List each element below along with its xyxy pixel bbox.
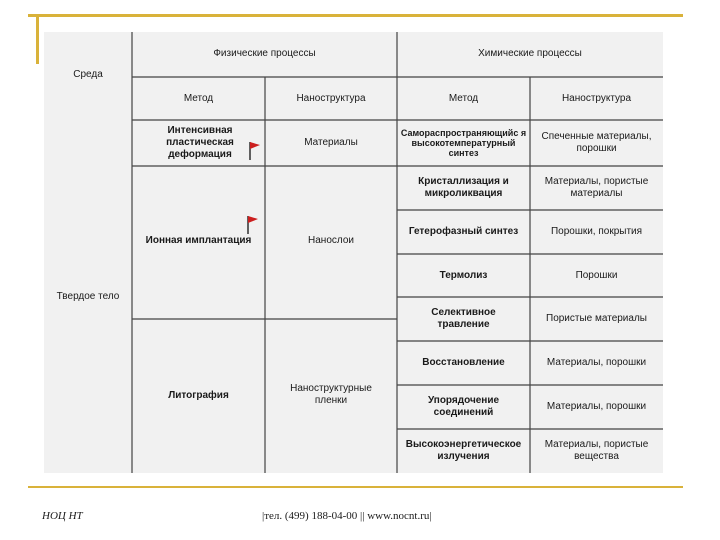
physical-nano-1: Материалы: [304, 137, 358, 148]
physical-nano-2: Нанослои: [308, 235, 354, 246]
chemical-nano-8: Материалы, пористые вещества: [544, 439, 649, 462]
chemical-method-2: Кристаллизация и микроликвация: [418, 176, 509, 199]
solid-body-label: Твердое тело: [56, 291, 120, 302]
physical-processes-header: Физические процессы: [213, 48, 316, 59]
chemical-method-1: Самораспространяющийс я высокотемпературный синтез: [400, 128, 527, 158]
physical-nanostructure-header: Наноструктура: [296, 92, 366, 104]
flag-icon: [247, 140, 261, 160]
chemical-nano-5: Пористые материалы: [546, 313, 647, 324]
physical-method-1: Интенсивная пластическая деформация: [166, 125, 234, 160]
flag-icon: [245, 214, 259, 234]
bottom-accent-line: [28, 486, 683, 488]
top-accent-line: [28, 14, 683, 17]
environment-label: Среда: [73, 69, 103, 80]
physical-method-header: Метод: [183, 92, 214, 104]
chemical-method-5: Селективное травление: [431, 307, 496, 330]
physical-nano-3: Наноструктурные пленки: [290, 383, 372, 406]
chemical-method-7: Упорядочение соединений: [427, 395, 500, 418]
physical-method-3: Литография: [168, 390, 229, 401]
left-accent-line: [36, 14, 39, 64]
chemical-method-6: Восстановление: [422, 357, 505, 368]
chemical-processes-header: Химические процессы: [478, 48, 582, 59]
chemical-nano-4: Порошки: [575, 269, 618, 281]
chemical-nano-6: Материалы, порошки: [546, 357, 647, 368]
chemical-method-8: Высокоэнергетическое излучения: [405, 439, 522, 462]
chemical-nano-3: Порошки, покрытия: [550, 226, 643, 237]
chemical-nano-7: Материалы, порошки: [546, 401, 647, 412]
chemical-nano-1: Спеченные материалы, порошки: [541, 131, 652, 154]
chemical-nano-2: Материалы, пористые материалы: [544, 176, 649, 199]
physical-method-2: Ионная имплантация: [145, 235, 252, 246]
chemical-method-3: Гетерофазный синтез: [408, 226, 519, 237]
chemical-method-4: Термолиз: [439, 269, 488, 281]
chemical-nanostructure-header: Наноструктура: [561, 92, 632, 104]
footer-contact: |тел. (499) 188-04-00 || www.nocnt.ru|: [262, 510, 432, 522]
chemical-method-header: Метод: [448, 92, 479, 104]
footer-org: НОЦ НТ: [42, 510, 83, 522]
